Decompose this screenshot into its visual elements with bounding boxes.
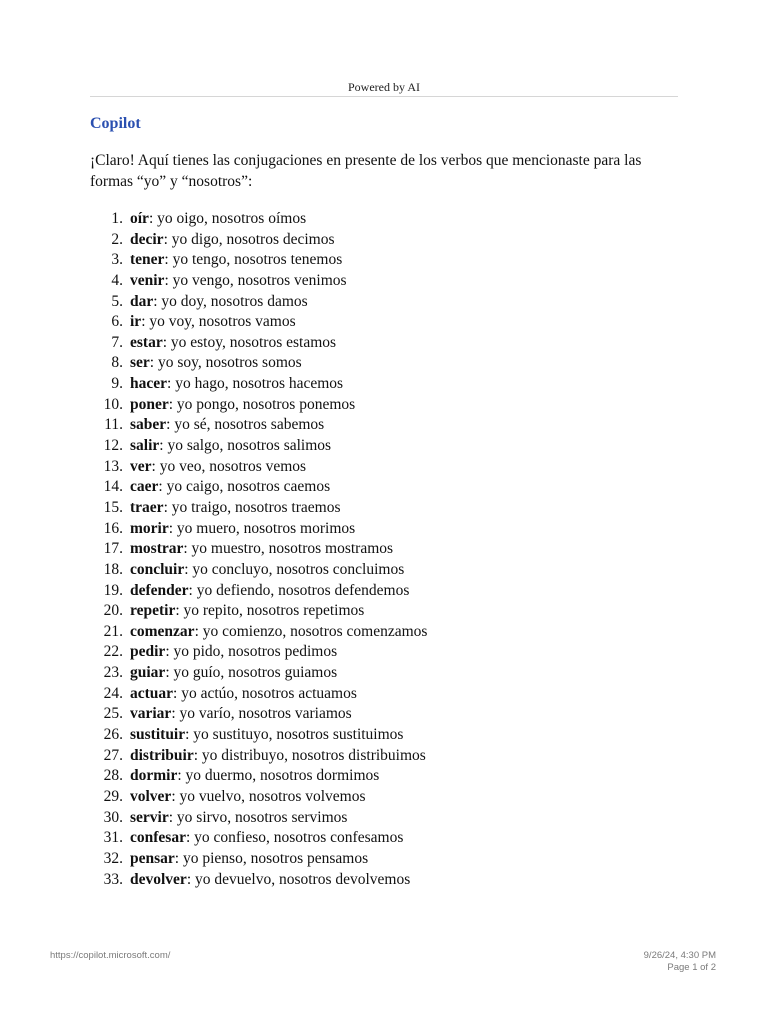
list-item-number: 23. [103, 664, 123, 682]
verb-forms: : yo oigo, nosotros oímos [148, 210, 307, 227]
verb-infinitive: saber [130, 416, 167, 434]
list-item [90, 333, 678, 354]
verb-forms: : yo repito, nosotros repetimos [175, 602, 365, 620]
list-item-number: 33. [103, 870, 123, 888]
list-item-number: 2. [111, 230, 123, 248]
verb-forms: : yo hago, nosotros hacemos [167, 375, 344, 393]
list-item [90, 436, 678, 457]
verb-conjugation-list [90, 209, 678, 890]
verb-forms: : yo tengo, nosotros tenemos [164, 251, 343, 269]
list-item [90, 704, 678, 725]
list-item-number: 27. [103, 746, 123, 764]
verb-forms: : yo muero, nosotros morimos [168, 519, 356, 537]
verb-forms: : yo caigo, nosotros caemos [158, 478, 331, 496]
verb-infinitive: distribuir [130, 746, 194, 764]
verb-forms: : yo muestro, nosotros mostramos [183, 540, 394, 558]
list-item [90, 395, 678, 416]
list-item [90, 312, 678, 333]
verb-forms: : yo distribuyo, nosotros distribuimos [193, 746, 426, 764]
list-item-number: 25. [103, 705, 123, 723]
page-header: Powered by AI [348, 80, 420, 94]
verb-forms: : yo sé, nosotros sabemos [166, 416, 325, 434]
verb-forms: : yo confieso, nosotros confesamos [185, 829, 404, 847]
list-item [90, 766, 678, 787]
verb-forms: : yo traigo, nosotros traemos [163, 498, 341, 516]
verb-infinitive: estar [130, 333, 163, 351]
list-item [90, 622, 678, 643]
list-item [90, 374, 678, 395]
verb-infinitive: devolver [130, 870, 187, 888]
verb-infinitive: variar [130, 705, 172, 723]
list-item [90, 477, 678, 498]
verb-forms: : yo defiendo, nosotros defendemos [188, 581, 410, 599]
list-item-number: 22. [103, 643, 123, 661]
list-item-number: 9. [111, 375, 123, 393]
list-item [90, 539, 678, 560]
verb-infinitive: concluir [130, 560, 185, 578]
verb-forms: : yo voy, nosotros vamos [141, 313, 296, 331]
list-item-number: 17. [103, 540, 123, 558]
list-item [90, 581, 678, 602]
intro-paragraph: ¡Claro! Aquí tienes las conjugaciones en presente de los verbos que mencionaste para las formas “yo” y “nosotros”: [90, 152, 642, 190]
verb-infinitive: oír [130, 210, 149, 227]
footer-datetime: 9/26/24, 4:30 PM [643, 950, 716, 961]
list-item [90, 870, 678, 891]
list-item [90, 519, 678, 540]
verb-forms: : yo digo, nosotros decimos [163, 230, 335, 248]
list-item-number: 15. [103, 498, 123, 516]
verb-infinitive: poner [130, 395, 169, 413]
list-item [90, 498, 678, 519]
verb-forms: : yo guío, nosotros guiamos [165, 664, 338, 682]
list-item [90, 601, 678, 622]
verb-infinitive: dar [130, 292, 154, 310]
list-item-number: 21. [103, 622, 123, 640]
list-item [90, 250, 678, 271]
verb-infinitive: venir [130, 271, 165, 289]
list-item-number: 10. [103, 395, 123, 413]
verb-forms: : yo salgo, nosotros salimos [159, 437, 332, 455]
list-item [90, 292, 678, 313]
list-item [90, 457, 678, 478]
footer-page-number: Page 1 of 2 [667, 962, 716, 973]
list-item [90, 787, 678, 808]
list-item-number: 20. [103, 602, 123, 620]
list-item-number: 26. [103, 726, 123, 744]
verb-infinitive: pedir [130, 643, 166, 661]
verb-forms: : yo devuelvo, nosotros devolvemos [186, 870, 411, 888]
list-item-number: 1. [111, 210, 123, 227]
verb-infinitive: traer [130, 498, 164, 516]
verb-forms: : yo vuelvo, nosotros volvemos [171, 787, 366, 805]
verb-infinitive: morir [130, 519, 169, 537]
verb-forms: : yo concluyo, nosotros concluimos [184, 560, 405, 578]
list-item-number: 5. [111, 292, 123, 310]
verb-forms: : yo pido, nosotros pedimos [165, 643, 338, 661]
list-item-number: 11. [104, 416, 123, 434]
verb-infinitive: repetir [130, 602, 176, 620]
verb-infinitive: confesar [130, 829, 186, 847]
list-item-number: 16. [103, 519, 123, 537]
verb-infinitive: hacer [130, 375, 168, 393]
header-divider [90, 96, 678, 97]
verb-forms: : yo estoy, nosotros estamos [162, 333, 337, 351]
verb-forms: : yo pongo, nosotros ponemos [168, 395, 356, 413]
verb-forms: : yo soy, nosotros somos [149, 354, 302, 372]
verb-infinitive: decir [130, 230, 164, 248]
list-item-number: 6. [111, 313, 123, 331]
footer-meta [644, 950, 716, 974]
list-item-number: 13. [103, 457, 123, 475]
verb-infinitive: caer [130, 478, 159, 496]
verb-forms: : yo sustituyo, nosotros sustituimos [185, 726, 404, 744]
list-item [90, 684, 678, 705]
list-item-number: 8. [111, 354, 123, 372]
verb-forms: : yo actúo, nosotros actuamos [173, 684, 357, 702]
verb-infinitive: salir [130, 437, 160, 455]
verb-infinitive: ir [130, 313, 142, 331]
verb-infinitive: comenzar [130, 622, 195, 640]
verb-infinitive: ver [130, 457, 152, 475]
list-item-number: 12. [103, 437, 123, 455]
verb-infinitive: volver [130, 787, 172, 805]
verb-infinitive: dormir [130, 767, 178, 785]
verb-forms: : yo duermo, nosotros dormimos [177, 767, 380, 785]
list-item [90, 415, 678, 436]
list-item [90, 209, 678, 230]
verb-infinitive: mostrar [130, 540, 184, 558]
verb-forms: : yo pienso, nosotros pensamos [174, 849, 369, 867]
list-item [90, 663, 678, 684]
list-item-number: 31. [103, 829, 123, 847]
list-item-number: 18. [103, 560, 123, 578]
list-item [90, 746, 678, 767]
list-item [90, 808, 678, 829]
verb-forms: : yo veo, nosotros vemos [151, 457, 307, 475]
list-item [90, 560, 678, 581]
verb-forms: : yo varío, nosotros variamos [171, 705, 352, 723]
list-item-number: 30. [103, 808, 123, 826]
verb-forms: : yo vengo, nosotros venimos [164, 271, 347, 289]
list-item-number: 28. [103, 767, 123, 785]
copilot-heading: Copilot [90, 115, 141, 132]
verb-infinitive: tener [130, 251, 165, 269]
list-item-number: 14. [103, 478, 123, 496]
list-item [90, 642, 678, 663]
list-item-number: 7. [111, 333, 123, 351]
verb-infinitive: servir [130, 808, 169, 826]
list-item-number: 24. [103, 684, 123, 702]
verb-infinitive: sustituir [130, 726, 186, 744]
list-item [90, 353, 678, 374]
list-item-number: 29. [103, 787, 123, 805]
verb-infinitive: ser [130, 354, 150, 372]
verb-infinitive: pensar [130, 849, 175, 867]
list-item [90, 828, 678, 849]
list-item [90, 271, 678, 292]
verb-forms: : yo sirvo, nosotros servimos [168, 808, 348, 826]
verb-infinitive: defender [130, 581, 189, 599]
verb-forms: : yo comienzo, nosotros comenzamos [194, 622, 428, 640]
list-item-number: 3. [111, 251, 123, 269]
footer-url: https://copilot.microsoft.com/ [50, 950, 171, 961]
verb-infinitive: actuar [130, 684, 174, 702]
list-item [90, 230, 678, 251]
list-item-number: 32. [103, 849, 123, 867]
list-item-number: 4. [111, 271, 123, 289]
list-item [90, 725, 678, 746]
list-item [90, 849, 678, 870]
verb-forms: : yo doy, nosotros damos [153, 292, 308, 310]
list-item-number: 19. [103, 581, 123, 599]
verb-infinitive: guiar [130, 664, 166, 682]
